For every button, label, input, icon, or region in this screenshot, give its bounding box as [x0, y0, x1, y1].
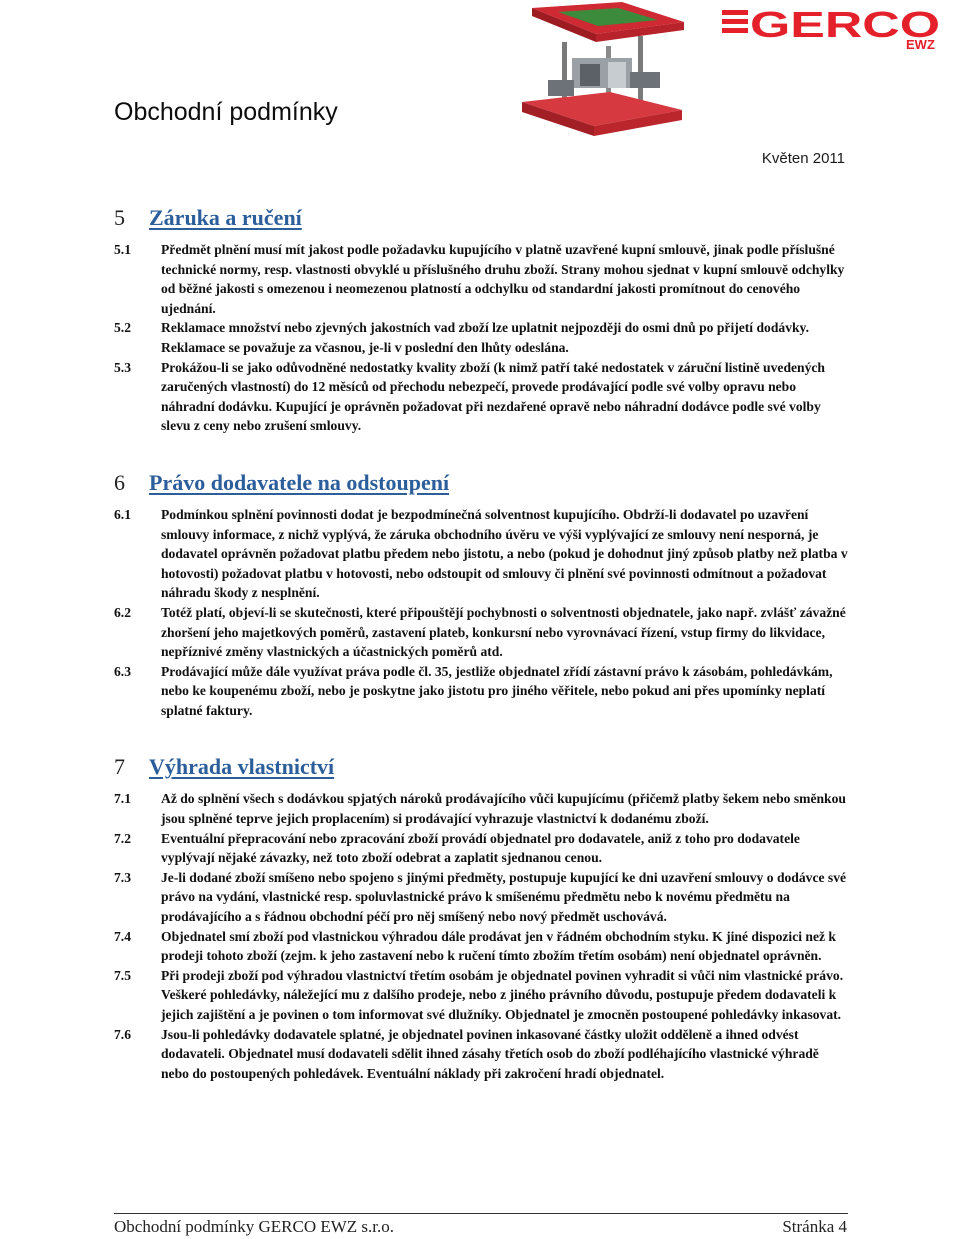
page-title: Obchodní podmínky [114, 98, 338, 126]
clause-number: 6.1 [114, 506, 131, 522]
machine-illustration [518, 2, 686, 140]
clause-text: Prodávající může dále využívat práva podle čl. 35, jestliže objednatel zřídí zástavní právo k zásobám, pohledávkám, nebo ke koupenému zboží, nebo je poskytne jako jistotu pro jiného věřitele, nebo pokud ani přes upomínky neplatí splatné faktury. [161, 663, 833, 718]
clause [114, 358, 848, 436]
section-title: Výhrada vlastnictví [149, 754, 335, 780]
section-number: 5 [114, 205, 125, 230]
clause-text: Objednatel smí zboží pod vlastnickou výhradou dále prodávat jen v řádném obchodním styku. K jiné dispozici než k prodeji tohoto zboží (zejm. k jeho zastavení nebo k ručení tímto zbožím třetím osobám) není objednatel oprávněn. [161, 928, 836, 964]
svg-text:EWZ: EWZ [906, 37, 935, 50]
clause [114, 603, 848, 662]
clause [114, 966, 848, 1025]
clause [114, 829, 848, 868]
gerco-ewz-logo [720, 4, 942, 50]
clause [114, 1025, 848, 1084]
clause [114, 662, 848, 721]
document-body [114, 205, 848, 1083]
clause [114, 318, 848, 357]
clause-number: 7.2 [114, 830, 131, 846]
clause-number: 6.3 [114, 663, 131, 679]
clause-text: Jsou-li pohledávky dodavatele splatné, je objednatel povinen inkasované částky uložit odděleně a ihned odvést dodavateli. Objednatel musí dodavateli sdělit ihned zásahy třetích osob do zboží podléhajícího vlastnické výhradě nebo do postoupených pohledávek. Eventuální náklady při zakročení hradí objednatel. [161, 1026, 819, 1081]
section-number: 6 [114, 469, 125, 495]
section-heading [114, 470, 848, 504]
clause-number: 7.5 [114, 967, 131, 983]
clause-text: Je-li dodané zboží smíšeno nebo spojeno s jinými předměty, postupuje kupující ke dni uzavření smlouvy o dodávce své právo na vydání, vlastnické resp. spoluvlastnické právo k smíšenému předmětu nebo k novému předmětu na prodávajícího a s řádnou obchodní péčí pro něj smíšený nebo nový předmět uschovává. [161, 869, 847, 925]
clause-text: Totéž platí, objeví-li se skutečnosti, které připouštějí pochybnosti o solventnosti objednatele, jako např. zvlášť závažné zhoršení jeho majetkových poměrů, zastavení plateb, konkursní nebo vyrovnávací řízení, vstup firmy do likvidace, nepříznivé změny vlastnických a účastnických poměrů atd. [161, 604, 846, 660]
svg-text:GERCO: GERCO [750, 4, 940, 45]
clause-number: 5.1 [114, 242, 131, 257]
clause-number: 7.3 [114, 869, 131, 885]
section-heading [114, 754, 848, 788]
clause-number: 7.4 [114, 928, 131, 944]
section [114, 470, 848, 721]
clause-number: 6.2 [114, 604, 131, 620]
footer-page-number: Stránka 4 [782, 1217, 847, 1236]
footer-company: Obchodní podmínky GERCO EWZ s.r.o. [114, 1217, 395, 1236]
clause [114, 240, 848, 318]
clause-text: Eventuální přepracování nebo zpracování zboží provádí objednatel pro dodavatele, aniž z toho pro dodavatele vyplývají nějaké závazky, než toto zboží odebrat a zaplatit sjednanou cenou. [161, 830, 800, 866]
clause-number: 7.6 [114, 1026, 131, 1042]
clause-text: Prokážou-li se jako odůvodněné nedostatky kvality zboží (k nimž patří také nedostatek v záruční listině uvedených zaručených vlastností) do 12 měsíců od přechodu nebezpečí, provede prodávající podle své volby opravu nebo náhradní dodávku. Kupující je oprávněn požadovat při nezdařené opravě nebo náhradní dodávce podle své volby slevu z ceny nebo zrušení smlouvy. [161, 359, 825, 434]
section [114, 754, 848, 1083]
clause [114, 868, 848, 927]
clause-number: 7.1 [114, 791, 131, 807]
clause [114, 789, 848, 828]
clause-text: Předmět plnění musí mít jakost podle požadavku kupujícího v platně uzavřené kupní smlouvě, jinak podle příslušné technické normy, resp. vlastnosti obvyklé u příslušného druhu zboží. Strany mohou sjednat v kupní smlouvě odchylky od běžné jakosti s omezenou i neomezenou platností a odchylku od standardní jakosti promítnout do cenového ujednání. [161, 242, 845, 316]
clause-number: 5.2 [114, 320, 131, 336]
footer-divider [114, 1213, 848, 1214]
clause [114, 927, 848, 966]
document-date: Květen 2011 [761, 150, 845, 167]
section-heading [114, 205, 848, 239]
clause-text: Při prodeji zboží pod výhradou vlastnictví třetím osobám je objednatel povinen vyhradit si vůči nim vlastnické právo. Veškeré pohledávky, náležející mu z dalšího prodeje, nebo z jiného právního důvodu, postupuje předem dodavateli k jejich zajištění a je povinen o tom informovat své dlužníky. Objednatel je zmocněn postoupené pohledávky inkasovat. [161, 967, 844, 1022]
clause-text: Až do splnění všech s dodávkou spjatých nároků prodávajícího vůči kupujícímu (přičemž platby šekem nebo směnkou jsou splněné teprve jejich proplacením) si prodávající vyhrazuje vlastnictví k dodanému zboží. [161, 791, 846, 827]
clause-number: 5.3 [114, 359, 131, 375]
section-title: Právo dodavatele na odstoupení [149, 469, 450, 495]
section-number: 7 [114, 754, 125, 780]
clause-text: Reklamace množství nebo zjevných jakostních vad zboží lze uplatnit nejpozději do osmi dnů po přijetí dodávky. Reklamace se považuje za včasnou, je-li v poslední den lhůty odeslána. [161, 320, 809, 355]
section [114, 205, 848, 436]
clause [114, 505, 848, 603]
section-title: Záruka a ručení [149, 205, 302, 230]
clause-text: Podmínkou splnění povinnosti dodat je bezpodmínečná solventnost kupujícího. Obdrží-li dodavatel po uzavření smlouvy informace, z nichž vyplývá, že záruka obchodního úvěru ve výši vyplývající ze smlouvy není nesporná, je dodavatel oprávněn požadovat platbu předem nebo jistotu, a nebo (pokud je dohodnut jiný způsob platby než platba v hotovosti) požadovat platbu v hotovosti, nebo odstoupit od smlouvy či plnění své povinnosti odmítnout a požadovat náhradu škody z nesplnění. [161, 506, 848, 601]
